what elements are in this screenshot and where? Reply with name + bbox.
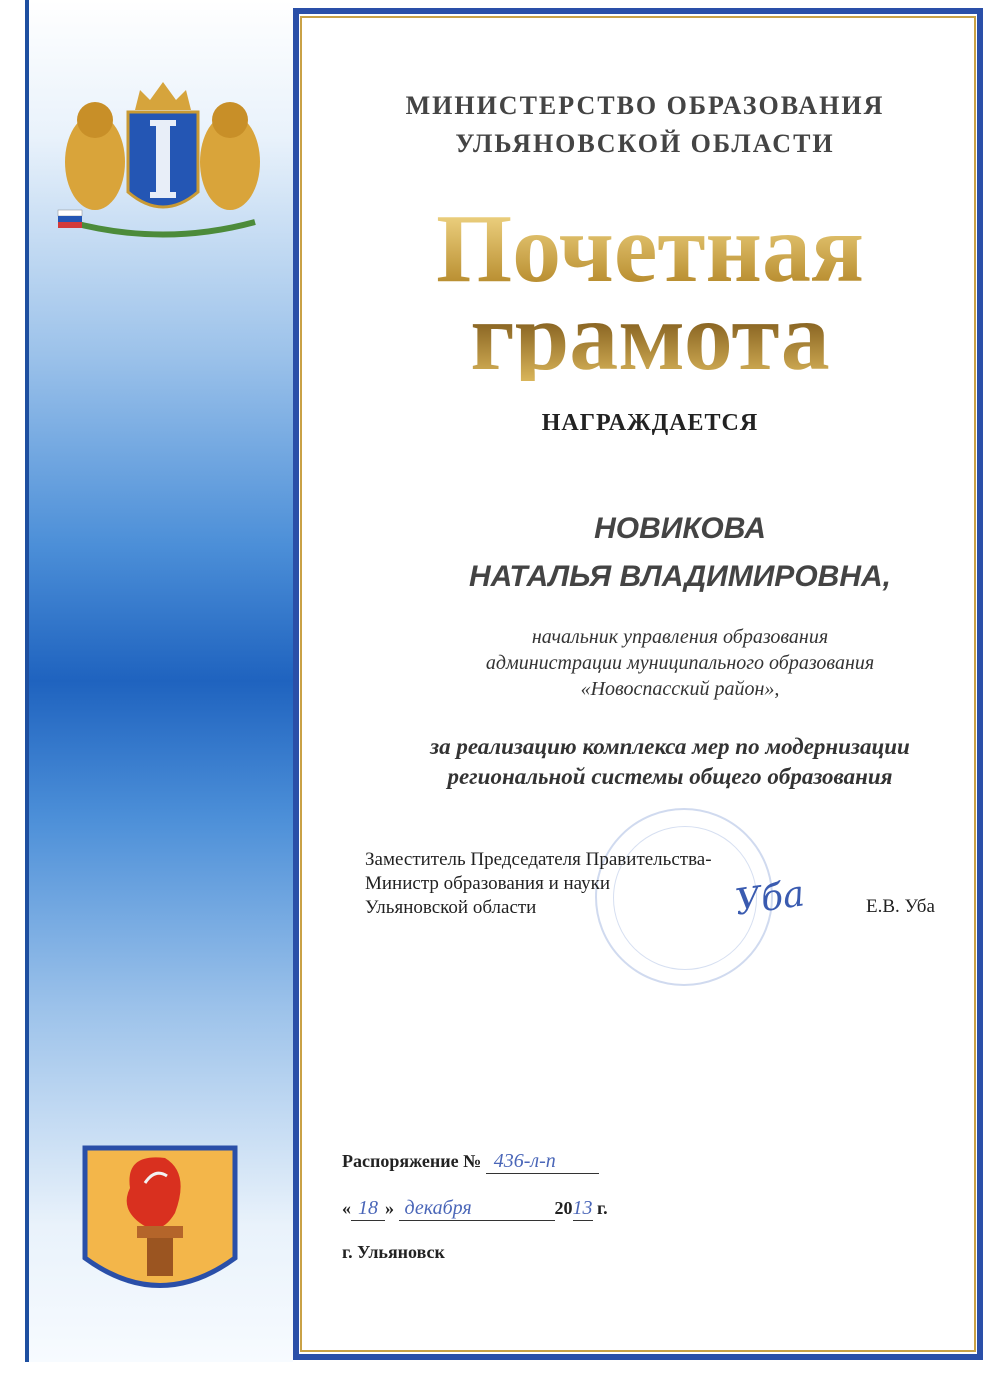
- ministry-line-1: МИНИСТЕРСТВО ОБРАЗОВАНИЯ: [405, 91, 885, 120]
- position-line-2: администрации муниципального образования: [485, 652, 875, 674]
- certificate-title: [330, 195, 970, 391]
- signatory-title-line-2: Министр образования и науки: [365, 873, 611, 894]
- order-month: декабря: [399, 1197, 555, 1221]
- ministry-heading: [320, 87, 970, 163]
- order-year-prefix: 20: [554, 1198, 573, 1218]
- signatory-title-line-1: Заместитель Председателя Правительства-: [365, 849, 712, 870]
- order-number-line: [342, 1150, 599, 1174]
- handwritten-signature: Уба: [732, 873, 807, 924]
- order-number: 436-л-п: [486, 1150, 599, 1174]
- band-edge: [25, 0, 29, 1362]
- reason-line-1: за реализацию комплекса мер по модернизации: [430, 734, 910, 759]
- signatory-name: Е.В. Уба: [866, 896, 935, 917]
- coat-of-arms-icon: [50, 72, 275, 247]
- date-close-quote: »: [385, 1198, 394, 1218]
- reason-line-2: региональной системы общего образования: [447, 764, 893, 789]
- order-label: Распоряжение №: [342, 1151, 482, 1171]
- date-open-quote: «: [342, 1198, 351, 1218]
- recipient-surname: НОВИКОВА: [594, 512, 766, 545]
- order-date-line: [342, 1197, 608, 1221]
- order-year-suffix: 13: [572, 1197, 593, 1219]
- recipient-name-patronymic: НАТАЛЬЯ ВЛАДИМИРОВНА,: [469, 560, 891, 593]
- position-line-1: начальник управления образования: [531, 626, 829, 648]
- position-line-3: «Новоспасский район»,: [580, 678, 780, 700]
- award-reason: [345, 732, 995, 792]
- order-day: 18: [351, 1197, 385, 1221]
- title-line-2: грамота: [470, 283, 830, 391]
- awarded-label: НАГРАЖДАЕТСЯ: [541, 410, 759, 436]
- ministry-line-2: УЛЬЯНОВСКОЙ ОБЛАСТИ: [455, 129, 835, 158]
- signatory-title-line-3: Ульяновской области: [365, 897, 537, 918]
- order-year-unit: г.: [597, 1198, 608, 1218]
- recipient-position: [390, 624, 970, 702]
- title-line-1: Почетная: [435, 195, 865, 303]
- torch-emblem-icon: [75, 1138, 245, 1308]
- issue-city: г. Ульяновск: [342, 1242, 445, 1262]
- signatory-title: [365, 848, 712, 920]
